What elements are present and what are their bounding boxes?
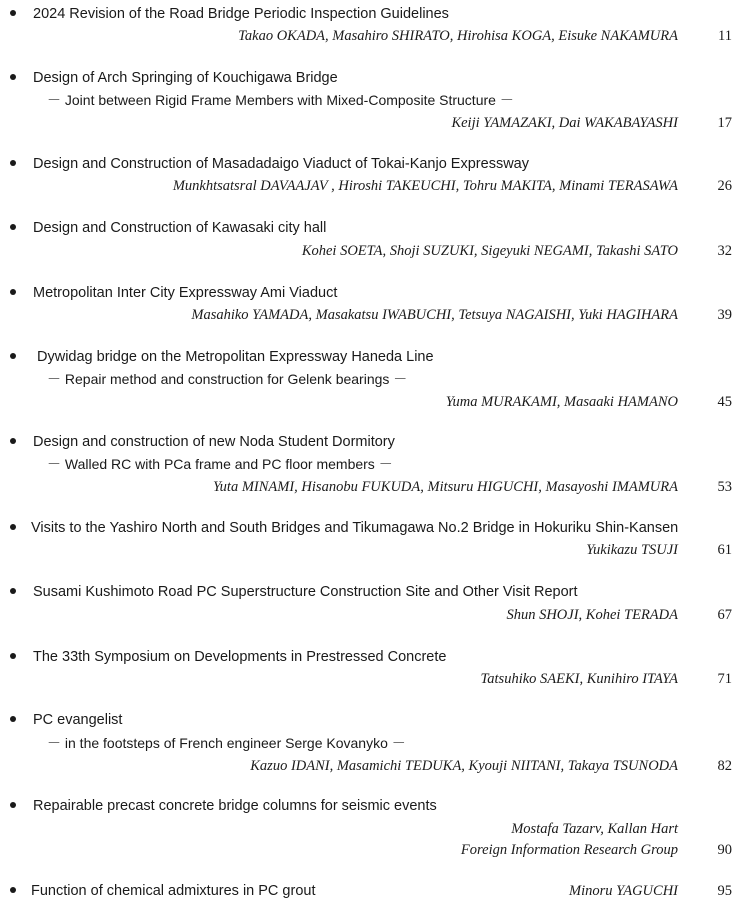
entry-page-number: 53 <box>717 479 732 495</box>
entry-authors: Kazuo IDANI, Masamichi TEDUKA, Kyouji NIITANI, Takaya TSUNODA <box>250 758 678 774</box>
entry-title: PC evangelist <box>33 712 123 728</box>
bullet-icon <box>10 224 16 230</box>
bullet-icon <box>10 353 16 359</box>
entry-authors: Minoru YAGUCHI <box>569 883 678 899</box>
entry-title: Repairable precast concrete bridge columns for seismic events <box>33 798 437 814</box>
entry-title: Design and Construction of Masadadaigo Viaduct of Tokai-Kanjo Expressway <box>33 156 529 172</box>
entry-page-number: 67 <box>717 607 732 623</box>
entry-authors: Yukikazu TSUJI <box>586 542 678 558</box>
entry-title: Metropolitan Inter City Expressway Ami Viaduct <box>33 285 338 301</box>
entry-page-number: 71 <box>717 671 732 687</box>
bullet-icon <box>10 802 16 808</box>
bullet-icon <box>10 887 16 893</box>
entry-page-number: 45 <box>717 394 732 410</box>
entry-title: Susami Kushimoto Road PC Superstructure Construction Site and Other Visit Report <box>33 584 578 600</box>
entry-page-number: 32 <box>717 243 732 259</box>
entry-page-number: 90 <box>717 842 732 858</box>
bullet-icon <box>10 74 16 80</box>
entry-subtitle: － Joint between Rigid Frame Members with Mixed-Composite Structure － <box>47 92 514 108</box>
entry-authors: Shun SHOJI, Kohei TERADA <box>506 607 678 623</box>
bullet-icon <box>10 438 16 444</box>
entry-title: Design and construction of new Noda Student Dormitory <box>33 434 395 450</box>
bullet-icon <box>10 160 16 166</box>
entry-authors: Yuma MURAKAMI, Masaaki HAMANO <box>445 394 678 410</box>
entry-authors: Keiji YAMAZAKI, Dai WAKABAYASHI <box>451 115 678 131</box>
entry-title: Visits to the Yashiro North and South Bridges and Tikumagawa No.2 Bridge in Hokuriku Shin-Kansen <box>31 520 679 536</box>
entry-title: Dywidag bridge on the Metropolitan Expressway Haneda Line <box>37 349 434 365</box>
bullet-icon <box>10 716 16 722</box>
entry-authors: Kohei SOETA, Shoji SUZUKI, Sigeyuki NEGAMI, Takashi SATO <box>301 243 678 259</box>
entry-authors: Munkhtsatsral DAVAAJAV , Hiroshi TAKEUCHI, Tohru MAKITA, Minami TERASAWA <box>172 178 678 194</box>
entry-title: Design and Construction of Kawasaki city hall <box>33 220 327 236</box>
entry-authors: Takao OKADA, Masahiro SHIRATO, Hirohisa KOGA, Eisuke NAKAMURA <box>238 28 678 44</box>
bullet-icon <box>10 289 16 295</box>
entry-page-number: 82 <box>717 758 732 774</box>
entry-page-number: 95 <box>717 883 732 899</box>
entry-authors: Mostafa Tazarv, Kallan Hart <box>511 821 678 837</box>
entry-authors-group: Foreign Information Research Group <box>460 842 678 858</box>
entry-authors: Yuta MINAMI, Hisanobu FUKUDA, Mitsuru HIGUCHI, Masayoshi IMAMURA <box>212 479 678 495</box>
entry-title: The 33th Symposium on Developments in Prestressed Concrete <box>33 649 447 665</box>
bullet-icon <box>10 588 16 594</box>
bullet-icon <box>10 653 16 659</box>
entry-authors: Masahiko YAMADA, Masakatsu IWABUCHI, Tetsuya NAGAISHI, Yuki HAGIHARA <box>191 307 678 323</box>
entry-title: Design of Arch Springing of Kouchigawa Bridge <box>33 70 338 86</box>
entry-title: 2024 Revision of the Road Bridge Periodic Inspection Guidelines <box>33 6 449 22</box>
bullet-icon <box>10 10 16 16</box>
bullet-icon <box>10 524 16 530</box>
entry-page-number: 11 <box>718 28 732 44</box>
entry-page-number: 39 <box>717 307 732 323</box>
entry-page-number: 17 <box>717 115 732 131</box>
entry-subtitle: － Walled RC with PCa frame and PC floor members － <box>47 456 393 472</box>
entry-subtitle: － in the footsteps of French engineer Serge Kovanyko － <box>47 735 406 751</box>
entry-authors: Tatsuhiko SAEKI, Kunihiro ITAYA <box>480 671 678 687</box>
entry-title: Function of chemical admixtures in PC grout <box>31 883 316 899</box>
entry-page-number: 61 <box>717 542 732 558</box>
entry-subtitle: － Repair method and construction for Gelenk bearings － <box>47 371 408 387</box>
entry-page-number: 26 <box>717 178 732 194</box>
